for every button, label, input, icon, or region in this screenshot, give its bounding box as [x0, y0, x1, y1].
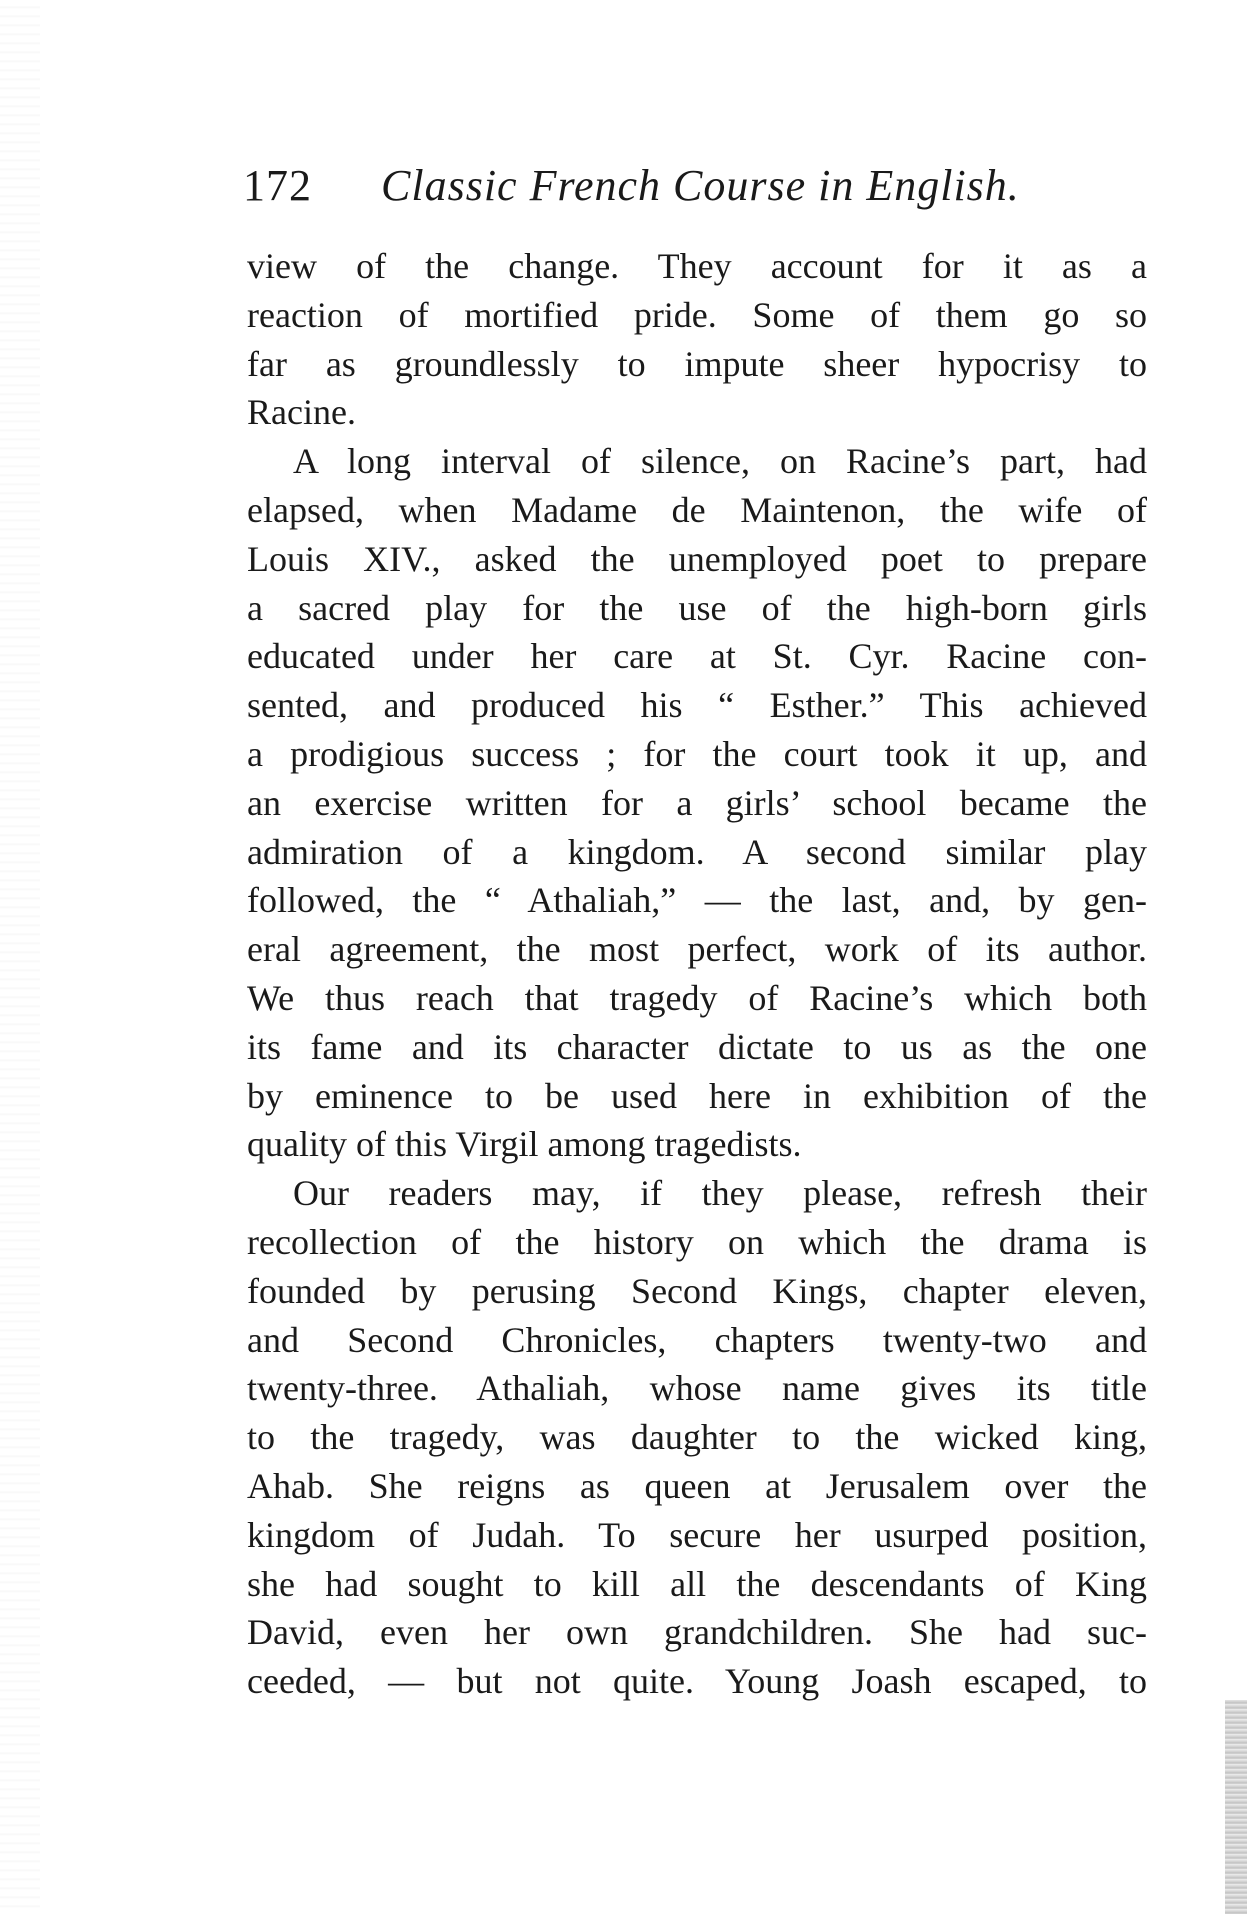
body-text: [247, 242, 1147, 1706]
text-line: sented, and produced his “ Esther.” This achieved: [247, 685, 1147, 726]
text-line: elapsed, when Madame de Maintenon, the wife of: [247, 489, 1147, 530]
text-line: reaction of mortified pride. Some of them go so: [247, 294, 1147, 335]
text-line: A long interval of silence, on Racine’s part, had: [293, 441, 1147, 482]
scan-edge-right: [1225, 1700, 1247, 1914]
text-line: ceeded, — but not quite. Young Joash escaped, to: [247, 1661, 1147, 1702]
text-line: kingdom of Judah. To secure her usurped position,: [247, 1514, 1147, 1555]
text-line: followed, the “ Athaliah,” — the last, and, by gen-: [247, 880, 1147, 921]
text-line: to the tragedy, was daughter to the wicked king,: [247, 1417, 1147, 1458]
text-line: a sacred play for the use of the high-born girls: [247, 587, 1147, 628]
text-line: she had sought to kill all the descendants of King: [247, 1563, 1147, 1604]
text-line: Louis XIV., asked the unemployed poet to prepare: [247, 538, 1147, 579]
text-line: Racine.: [247, 392, 356, 433]
text-line: its fame and its character dictate to us as the one: [247, 1026, 1147, 1067]
text-line: an exercise written for a girls’ school became the: [247, 782, 1147, 823]
text-line: We thus reach that tragedy of Racine’s which both: [247, 977, 1147, 1018]
scan-edge-left: [0, 0, 40, 1914]
running-header: [243, 158, 1143, 214]
text-line: Our readers may, if they please, refresh their: [293, 1173, 1147, 1214]
text-line: twenty-three. Athaliah, whose name gives its title: [247, 1368, 1147, 1409]
text-line: eral agreement, the most perfect, work of its author.: [247, 929, 1147, 970]
text-line: recollection of the history on which the drama is: [247, 1221, 1147, 1262]
text-line: by eminence to be used here in exhibition of the: [247, 1075, 1147, 1116]
text-line: a prodigious success ; for the court took it up, and: [247, 733, 1147, 774]
page-number: 172: [243, 161, 312, 210]
text-line: educated under her care at St. Cyr. Racine con-: [247, 636, 1147, 677]
text-line: admiration of a kingdom. A second similar play: [247, 831, 1147, 872]
text-line: view of the change. They account for it as a: [247, 246, 1147, 286]
text-line: far as groundlessly to impute sheer hypocrisy to: [247, 343, 1147, 384]
text-line: and Second Chronicles, chapters twenty-two and: [247, 1319, 1147, 1360]
text-line: founded by perusing Second Kings, chapter eleven,: [247, 1270, 1147, 1311]
text-line: quality of this Virgil among tragedists.: [247, 1124, 802, 1165]
text-line: David, even her own grandchildren. She had suc-: [247, 1612, 1147, 1653]
running-title: Classic French Course in English.: [381, 161, 1020, 210]
text-line: Ahab. She reigns as queen at Jerusalem over the: [247, 1465, 1147, 1506]
